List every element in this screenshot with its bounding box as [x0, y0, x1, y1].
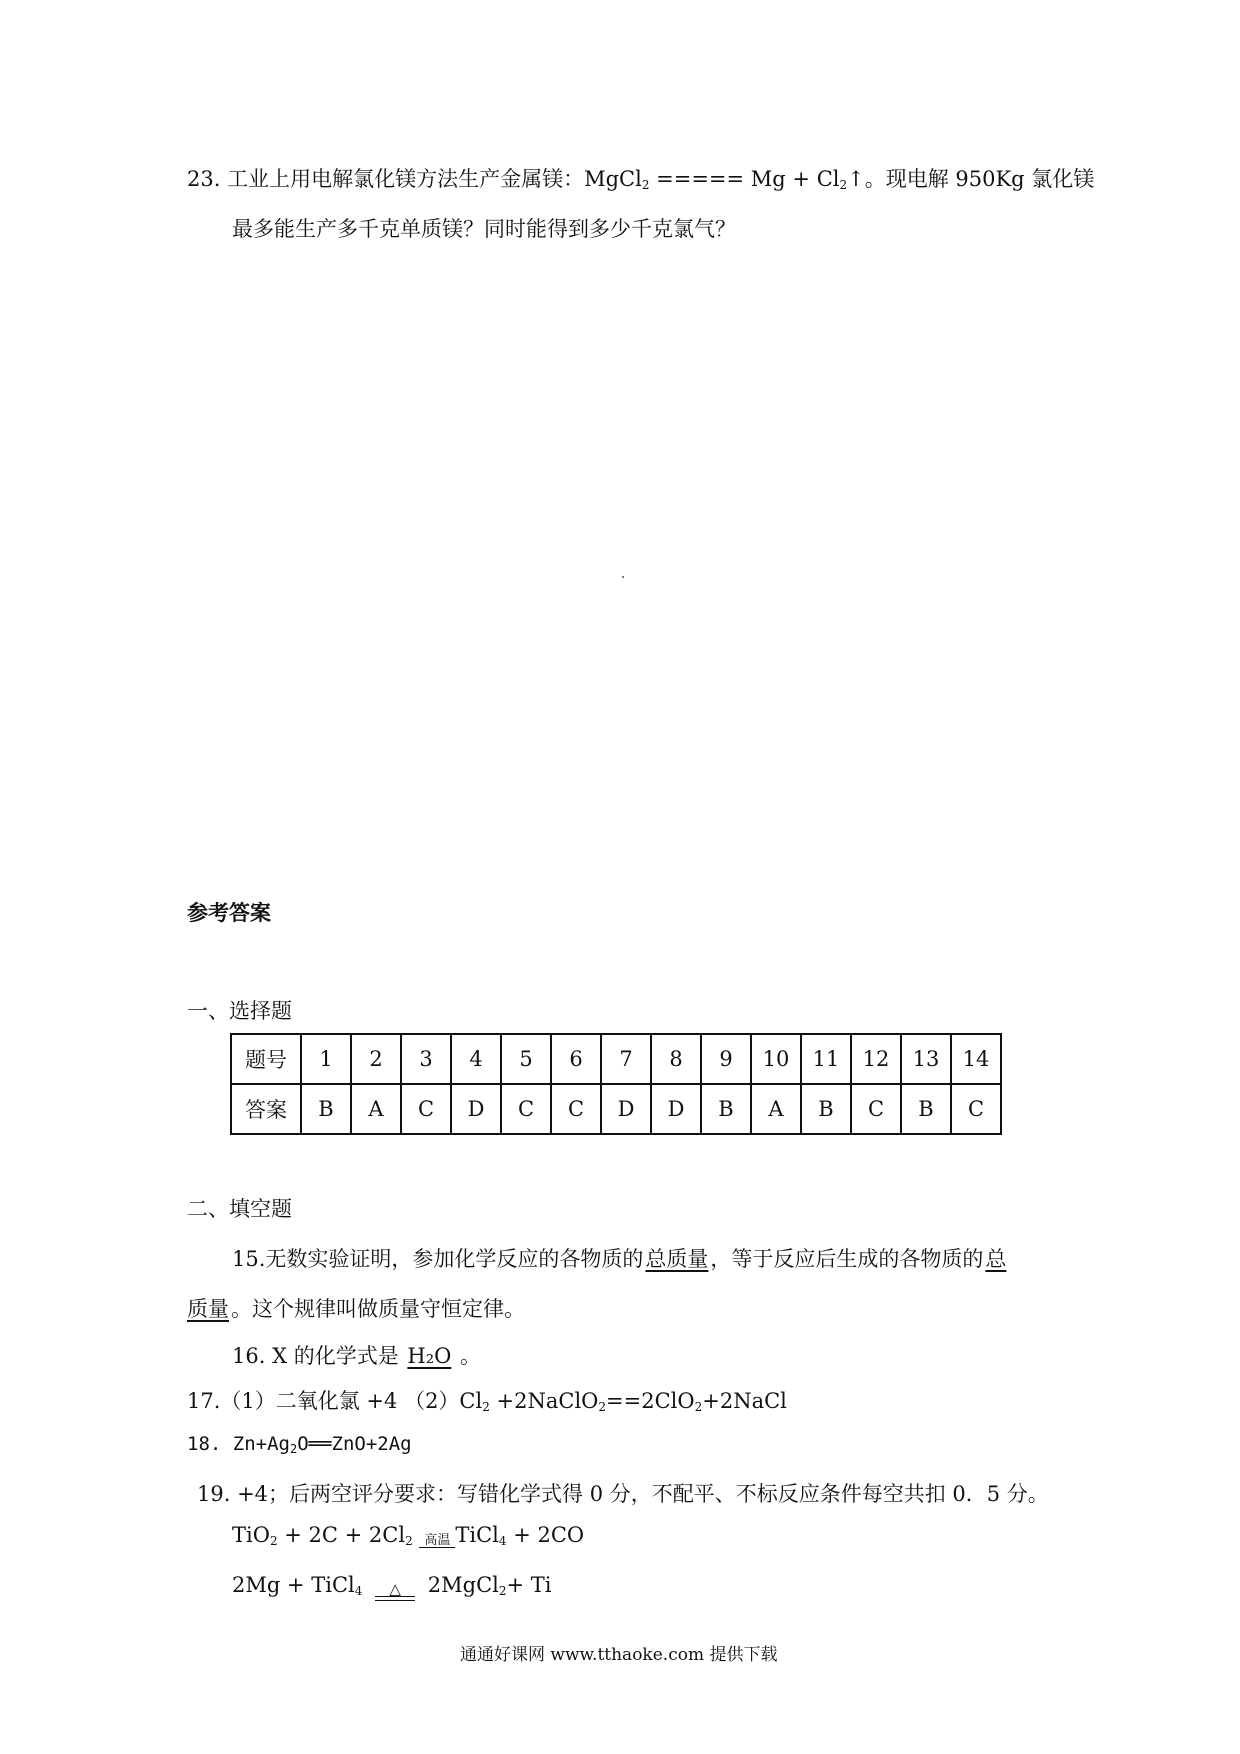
table-row	[231, 1034, 1001, 1084]
table-cell: 6	[551, 1034, 601, 1084]
subscript: 2	[641, 178, 650, 192]
subscript: 2	[598, 1400, 607, 1414]
q23-number: 23.	[187, 167, 221, 191]
table-cell: 3	[401, 1034, 451, 1084]
table-cell: D	[601, 1084, 651, 1134]
table-cell: A	[751, 1084, 801, 1134]
q15-line2	[187, 1293, 525, 1323]
condition-label: 高温	[424, 1533, 451, 1548]
table-cell: 7	[601, 1034, 651, 1084]
q17-eq-part: +2NaCl	[702, 1389, 787, 1413]
table-cell: C	[401, 1084, 451, 1134]
row-label: 答案	[231, 1084, 301, 1134]
q15-text2: ，等于反应后生成的各物质的	[710, 1247, 984, 1271]
table-cell: 12	[851, 1034, 901, 1084]
q17-eq-part: ==2ClO	[606, 1389, 695, 1413]
q16-answer-blank: H₂O	[407, 1344, 452, 1368]
q18-eq-part: O══ZnO+2Ag	[297, 1433, 412, 1455]
q17-eq-part: +2NaClO	[489, 1389, 599, 1413]
subscript: 2	[498, 1584, 507, 1598]
footer-text: 通通好课网 www.tthaoke.com 提供下载	[460, 1645, 778, 1665]
q17-text: 17.（1）二氧化氯 +4 （2）Cl	[187, 1389, 483, 1413]
eq1-part: + 2C + 2Cl	[277, 1523, 406, 1547]
stray-dot	[622, 576, 624, 578]
table-cell: 5	[501, 1034, 551, 1084]
section-fill-title: 二、填空题	[187, 1197, 292, 1221]
eq2-part: 2MgCl	[421, 1573, 499, 1597]
table-cell: 4	[451, 1034, 501, 1084]
q15-answer-blank1: 总质量	[645, 1247, 709, 1271]
subscript: 2	[289, 1442, 298, 1456]
eq1-part: TiO	[232, 1523, 270, 1547]
table-cell: D	[651, 1084, 701, 1134]
table-cell: 9	[701, 1034, 751, 1084]
q23-line2: 最多能生产多千克单质镁？同时能得到多少千克氯气？	[232, 217, 736, 241]
table-cell: 8	[651, 1034, 701, 1084]
q15-answer-blank2-cont: 质量	[187, 1297, 229, 1321]
q17-line	[187, 1385, 787, 1415]
q23-text: 工业上用电解氯化镁方法生产金属镁：MgCl	[227, 167, 642, 191]
table-cell: B	[901, 1084, 951, 1134]
table-cell: B	[301, 1084, 351, 1134]
subscript: 4	[498, 1534, 507, 1548]
table-cell: C	[551, 1084, 601, 1134]
subscript: 2	[839, 178, 848, 192]
table-cell: 14	[951, 1034, 1001, 1084]
reaction-condition-heat	[375, 1580, 415, 1601]
q16-text-end: 。	[453, 1344, 482, 1368]
table-cell: C	[851, 1084, 901, 1134]
q15-line1	[232, 1243, 1008, 1273]
subscript: 2	[482, 1400, 490, 1414]
q23-line1	[187, 163, 1094, 193]
q23-text-end: ↑。现电解 950Kg 氯化镁	[847, 167, 1095, 191]
eq1-part: + 2CO	[506, 1523, 585, 1547]
table-cell: D	[451, 1084, 501, 1134]
q23-equation: ===== Mg + Cl	[649, 167, 840, 191]
table-cell: C	[501, 1084, 551, 1134]
subscript: 2	[405, 1534, 413, 1548]
table-cell: 11	[801, 1034, 851, 1084]
table-cell: C	[951, 1084, 1001, 1134]
table-cell: 1	[301, 1034, 351, 1084]
eq1-part: TiCl	[455, 1523, 499, 1547]
q15-text: 15.无数实验证明，参加化学反应的各物质的	[232, 1247, 644, 1271]
table-cell: A	[351, 1084, 401, 1134]
q19-line: 19. +4；后两空评分要求：写错化学式得 0 分，不配平、不标反应条件每空共扣 0．5 分。	[197, 1482, 1049, 1506]
q16-text: 16. X 的化学式是	[232, 1344, 406, 1368]
q15-answer-blank2: 总	[985, 1247, 1007, 1271]
section-choice-title: 一、选择题	[187, 999, 292, 1023]
answer-table	[230, 1033, 1002, 1135]
reaction-condition-high-temp	[419, 1534, 455, 1548]
eq2-part: + Ti	[506, 1573, 552, 1597]
eq2-part: 2Mg + TiCl	[232, 1573, 355, 1597]
row-label: 题号	[231, 1034, 301, 1084]
subscript: 4	[354, 1584, 363, 1598]
table-cell: B	[801, 1084, 851, 1134]
heat-icon: △	[389, 1580, 401, 1598]
subscript: 2	[694, 1400, 703, 1414]
table-cell: 10	[751, 1034, 801, 1084]
q19-equation1	[232, 1523, 584, 1548]
answers-title: 参考答案	[187, 900, 271, 925]
table-cell: 2	[351, 1034, 401, 1084]
table-cell: B	[701, 1084, 751, 1134]
q18-text: 18. Zn+Ag	[187, 1433, 290, 1455]
q18-line	[187, 1433, 412, 1456]
table-cell: 13	[901, 1034, 951, 1084]
q19-equation2	[232, 1573, 552, 1601]
q15-text3: 。这个规律叫做质量守恒定律。	[231, 1297, 525, 1321]
table-row	[231, 1084, 1001, 1134]
q16-line	[232, 1340, 481, 1370]
subscript: 2	[269, 1534, 278, 1548]
